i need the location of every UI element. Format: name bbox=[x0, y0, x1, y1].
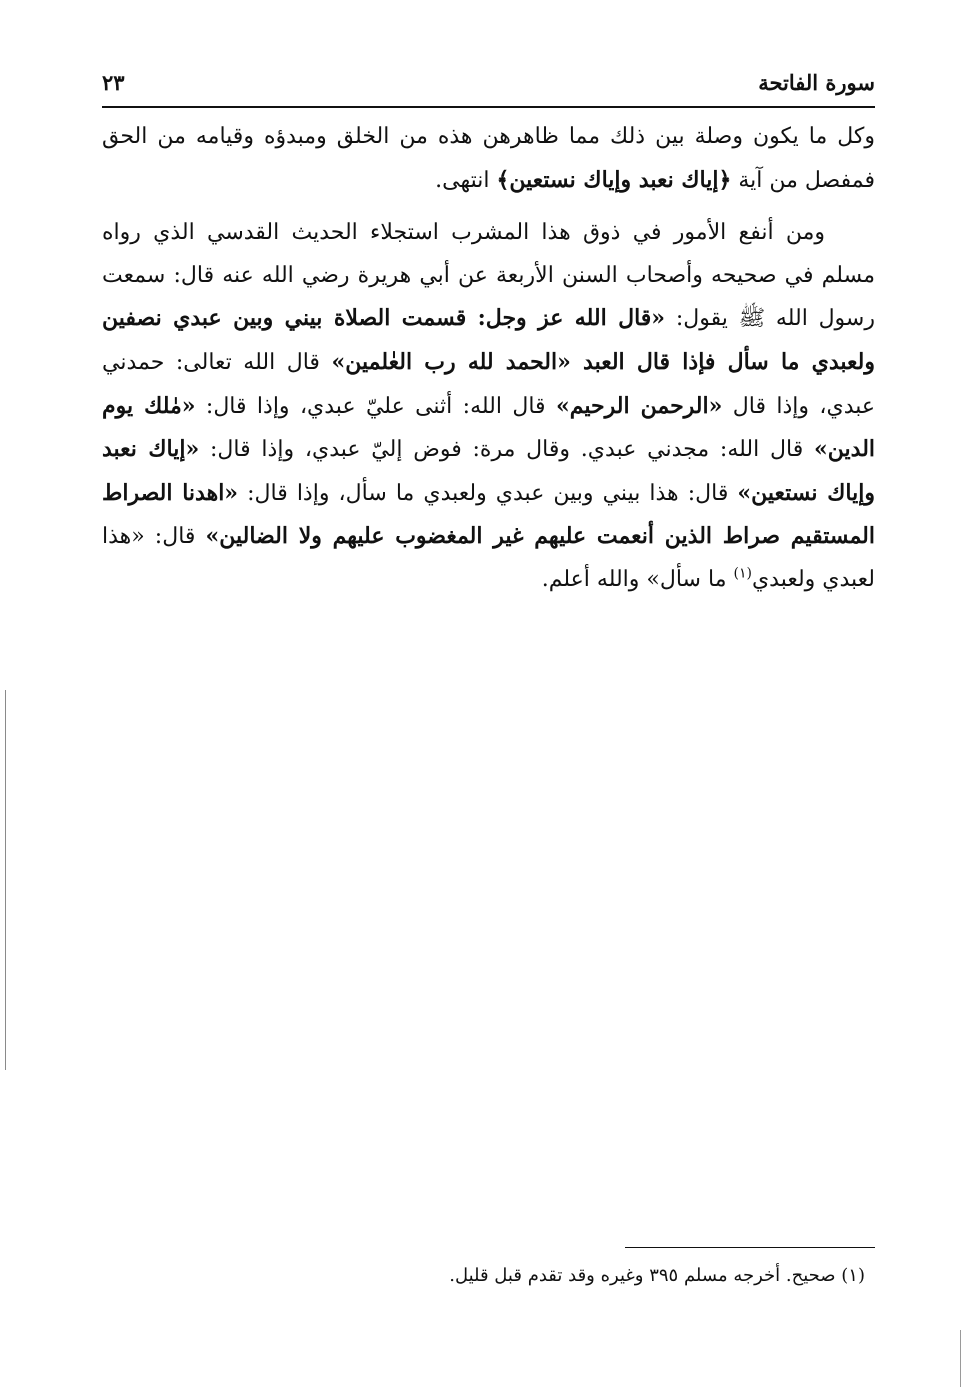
quran-quote: «اهدنا الصراط المستقيم صراط الذين أنعمت عليهم غير المغضوب عليهم ولا الضالين» bbox=[102, 479, 875, 550]
quran-quote: ﴿إياك نعبد وإياك نستعين﴾ bbox=[496, 166, 732, 193]
chapter-title: سورة الفاتحة bbox=[758, 69, 875, 95]
header-divider bbox=[102, 106, 875, 108]
footnote-marker: (١) bbox=[733, 565, 752, 582]
text-segment: ومن أنفع الأمور في ذوق هذا المشرب استجلاء الحديث القدسي الذي رواه مسلم في صحيحه وأصحاب السنن الأربعة عن أبي هريرة رضي الله عنه قال: سمعت رسول الله ﷺ يقول: bbox=[102, 220, 875, 332]
footnote: (١) صحيح. أخرجه مسلم ٣٩٥ وغيره وقد تقدم قبل قليل. bbox=[449, 1265, 865, 1286]
text-segment: قال: «هذا لعبدي ولعبدي bbox=[102, 524, 875, 592]
page-header bbox=[102, 62, 875, 102]
text-segment: قال الله تعالى: حمدني عبدي، وإذا قال bbox=[102, 349, 876, 419]
scan-edge-line bbox=[960, 1330, 961, 1387]
text-segment: وكل ما يكون وصلة بين ذلك مما ظاهرهن هذه من الخلق ومبدؤه وقيامه من الحق فمفصل من آية bbox=[102, 124, 875, 193]
page-number: ٢٣ bbox=[102, 69, 125, 95]
paragraph-2 bbox=[102, 212, 875, 601]
paragraph-1 bbox=[102, 116, 875, 202]
quran-quote: «مٰلك يوم الدين» bbox=[102, 392, 876, 463]
quran-quote: «إياك نعبد وإياك نستعين» bbox=[102, 436, 875, 506]
text-segment: انتهى. bbox=[435, 167, 497, 193]
footnote-divider bbox=[625, 1247, 875, 1248]
text-segment: قال الله: مجدني عبدي. وقال مرة: فوض إليّ عبدي، وإذا قال: bbox=[199, 437, 815, 463]
text-segment: قال الله: أثنى عليّ عبدي، وإذا قال: bbox=[195, 393, 556, 419]
quran-quote: «الرحمن الرحيم» bbox=[555, 392, 723, 419]
scan-edge-line bbox=[5, 690, 6, 1070]
text-segment: ما سأل» والله أعلم. bbox=[541, 566, 734, 592]
main-text bbox=[102, 116, 875, 602]
hadith-quote: «قال الله عز وجل: قسمت الصلاة بيني وبين عبدي نصفين ولعبدي ما سأل فإذا قال العبد «الحمد لله رب العٰلمين» bbox=[102, 305, 875, 375]
text-segment: قال: هذا بيني وبين عبدي ولعبدي ما سأل، وإذا قال: bbox=[238, 480, 738, 506]
